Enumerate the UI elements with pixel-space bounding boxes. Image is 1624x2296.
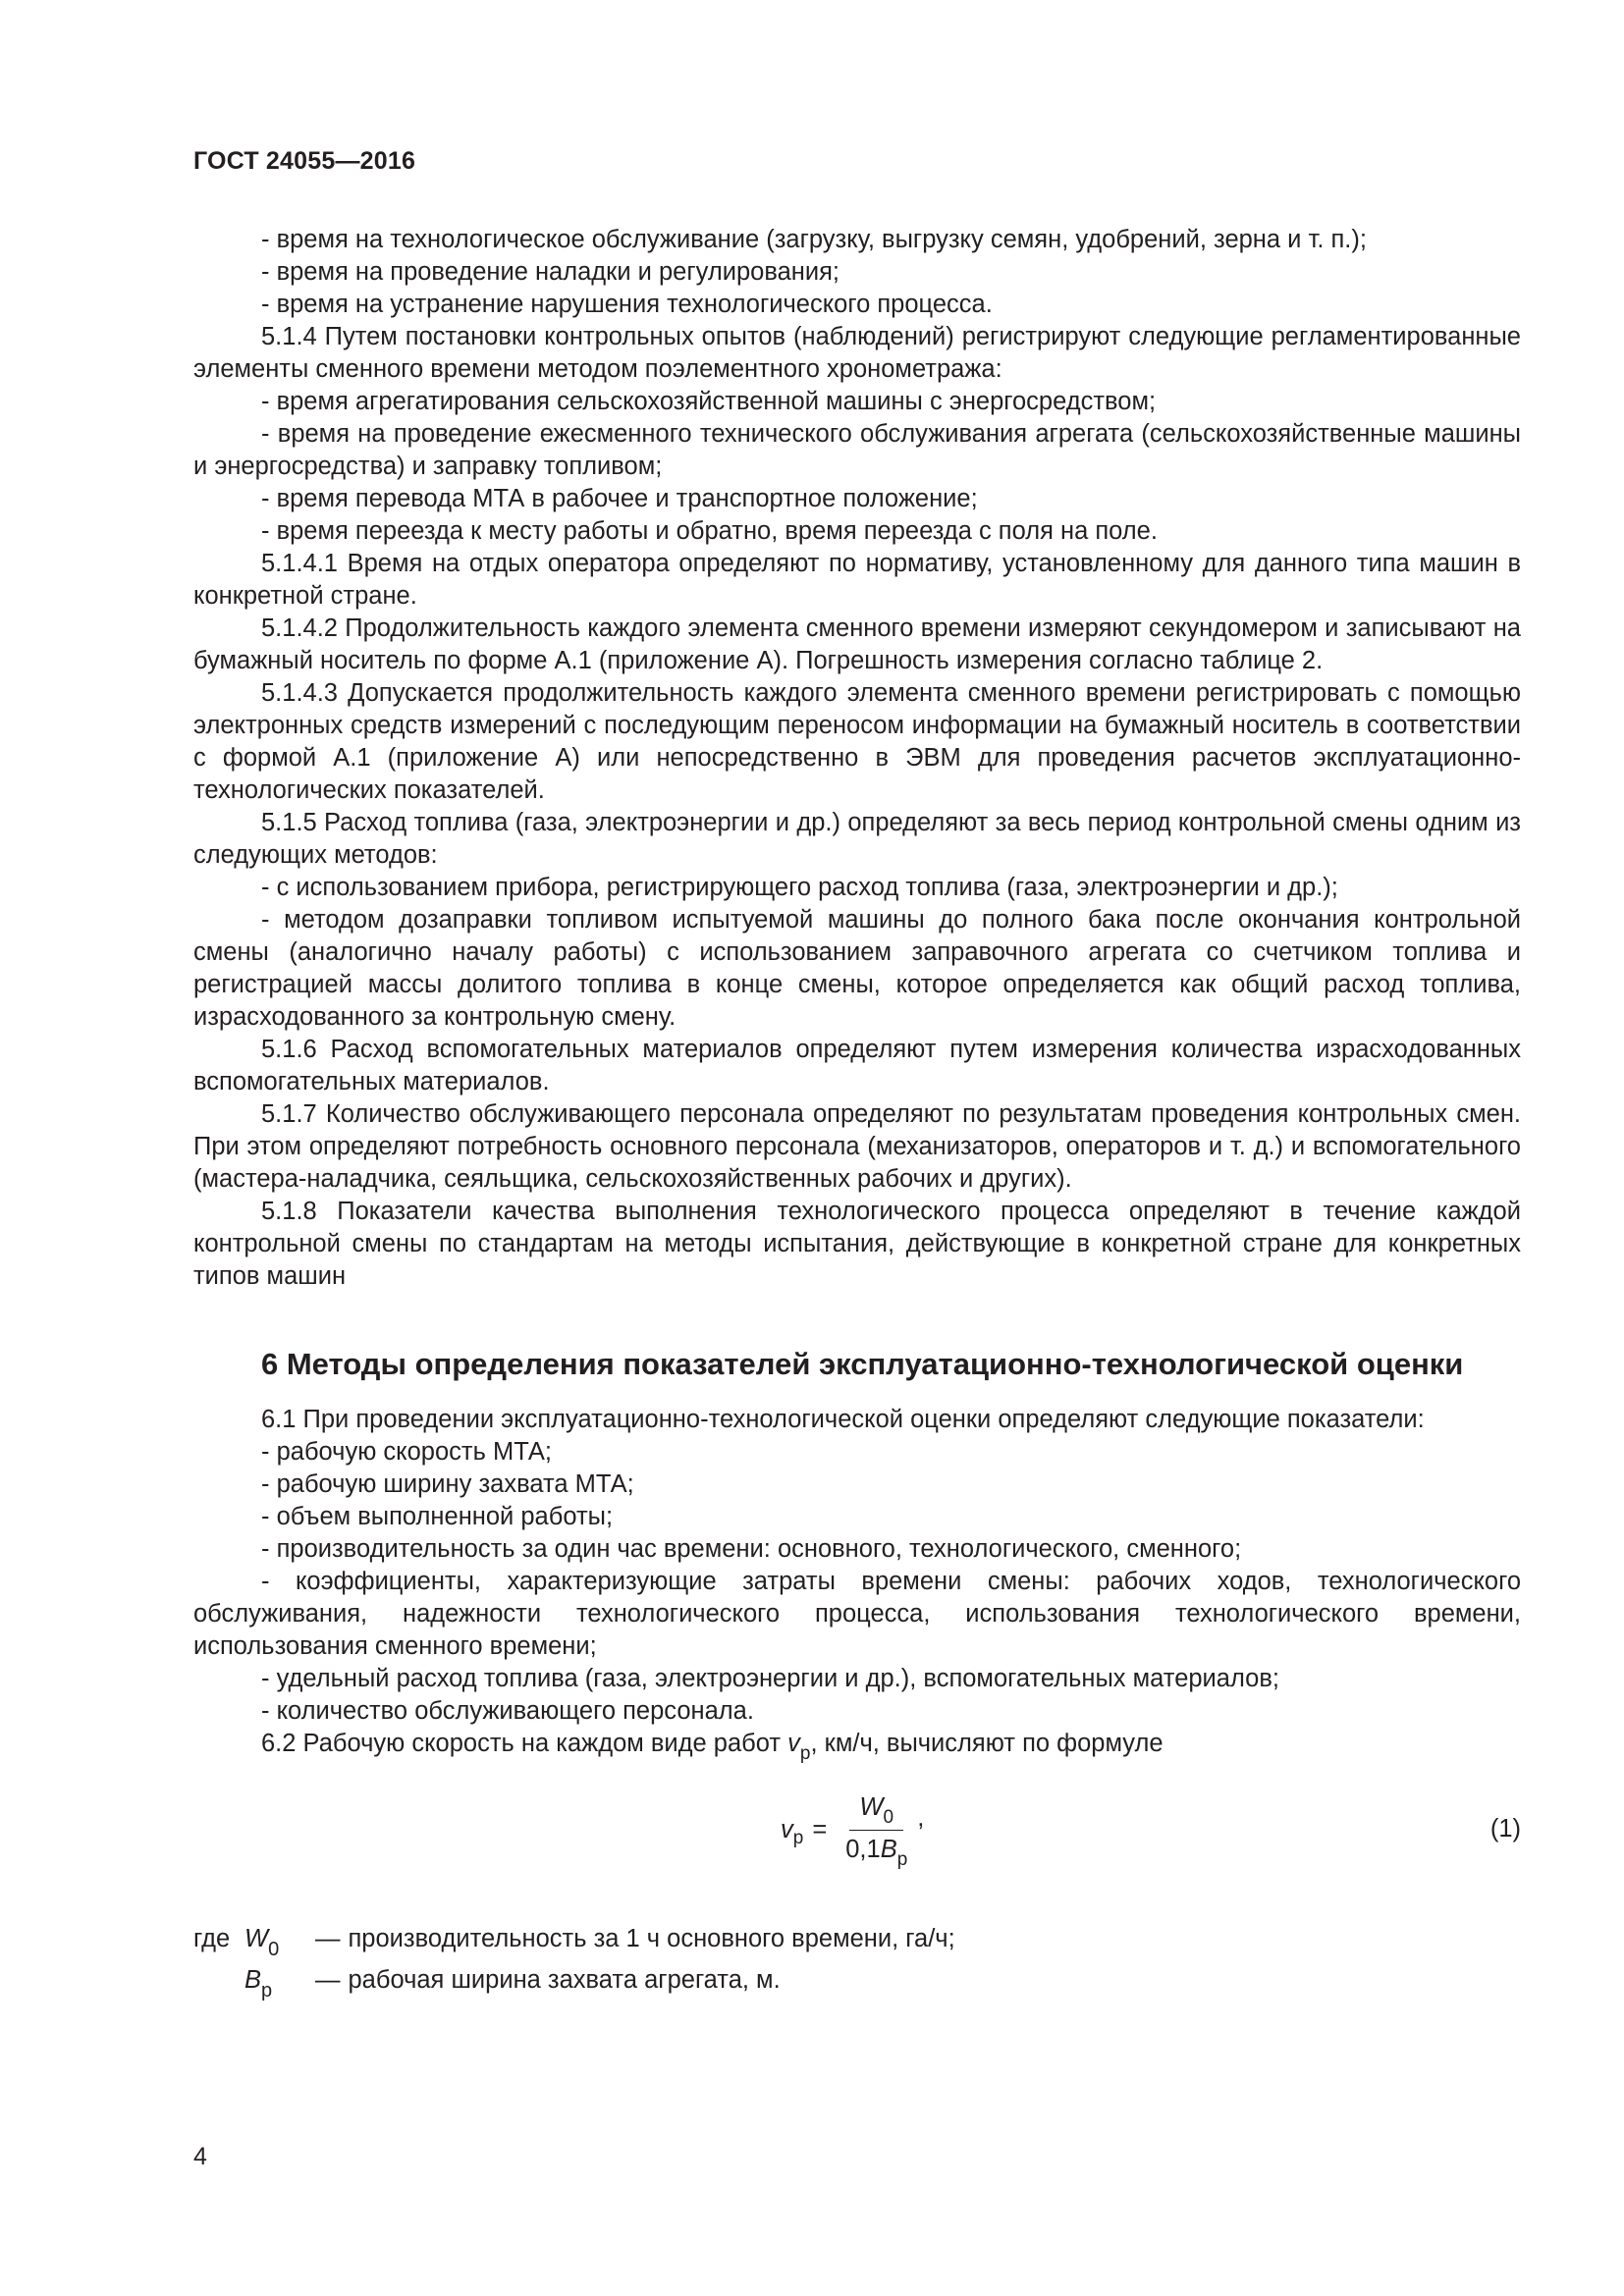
- formula-lhs-var: v: [781, 1815, 793, 1843]
- paragraph: 5.1.4.1 Время на отдых оператора определяют по нормативу, установленному для данного типа машин в конкретной стране.: [193, 550, 1521, 610]
- numerator-var: W: [859, 1793, 884, 1821]
- page-number: 4: [193, 2143, 207, 2170]
- paragraph: - производительность за один час времени: основного, технологического, сменного;: [261, 1535, 1242, 1563]
- definition-term: [244, 1964, 315, 2002]
- formula-intro-paragraph: [193, 1728, 1521, 1762]
- paragraph: 5.1.5 Расход топлива (газа, электроэнергии и др.) определяют за весь период контрольной смены одним из следующих методов:: [193, 809, 1521, 869]
- definition-row: [193, 1964, 1521, 2005]
- formula-intro-text: 6.2 Рабочую скорость на каждом виде работ: [261, 1730, 788, 1757]
- formula-intro-var: v: [787, 1730, 800, 1757]
- paragraph: - количество обслуживающего персонала.: [261, 1697, 754, 1725]
- paragraph: - коэффициенты, характеризующие затраты времени смены: рабочих ходов, технологического обслуживания, надежности технологического процесса, использования технологического времени, использования сменного времени;: [193, 1568, 1521, 1660]
- section-6-paragraphs: [193, 1404, 1521, 1728]
- definition-sub: 0: [268, 1939, 280, 1960]
- definition-sub: р: [261, 1980, 273, 2002]
- section-6-title: 6 Методы определения показателей эксплуатационно-технологической оценки: [261, 1347, 1464, 1381]
- denominator-var: B: [880, 1836, 897, 1863]
- paragraph: - время на устранение нарушения технологического процесса.: [261, 291, 993, 318]
- definition-text: рабочая ширина захвата агрегата, м.: [348, 1966, 781, 1994]
- document-body: [193, 224, 1521, 2005]
- paragraph: 5.1.6 Расход вспомогательных материалов определяют путем измерения количества израсходованных вспомогательных материалов.: [193, 1036, 1521, 1095]
- paragraph: 5.1.7 Количество обслуживающего персонала определяют по результатам проведения контрольных смен. При этом определяют потребность основного персонала (механизаторов, операторов и т. д.) и вспомогательного (мастера-наладчика, сеяльщика, сельскохозяйственных рабочих и других).: [193, 1100, 1521, 1193]
- variable-definitions: [193, 1923, 1521, 2005]
- formula-denominator: [836, 1831, 917, 1868]
- standard-code-header: ГОСТ 24055—2016: [193, 147, 416, 175]
- definition-text: производительность за 1 ч основного времени, га/ч;: [348, 1925, 955, 1952]
- paragraph: 6.1 При проведении эксплуатационно-технологической оценки определяют следующие показатели:: [261, 1406, 1425, 1433]
- formula-expression: [781, 1781, 924, 1879]
- paragraph: 5.1.4 Путем постановки контрольных опытов (наблюдений) регистрируют следующие регламентированные элементы сменного времени методом поэлементного хронометража:: [193, 323, 1521, 383]
- formula-equals: =: [812, 1815, 828, 1843]
- formula-comma: ,: [917, 1803, 925, 1832]
- denominator-sub: р: [896, 1849, 908, 1870]
- formula-lhs-sub: р: [792, 1827, 804, 1848]
- paragraph: 5.1.4.2 Продолжительность каждого элемента сменного времени измеряют секундомером и записывают на бумажный носитель по форме А.1 (приложение А). Погрешность измерения согласно таблице 2.: [193, 614, 1521, 674]
- paragraph: 5.1.4.3 Допускается продолжительность каждого элемента сменного времени регистрировать с помощью электронных средств измерений с последующим переносом информации на бумажный носитель в соответствии с формой А.1 (приложение А) или непосредственно в ЭВМ для проведения расчетов эксплуатационно-технологических показателей.: [193, 679, 1521, 804]
- definition-dash: —: [315, 1966, 341, 1994]
- paragraph: - время на проведение ежесменного технического обслуживания агрегата (сельскохозяйственные машины и энергосредства) и заправку топливом;: [193, 420, 1521, 480]
- paragraph: - время переезда к месту работы и обратно, время переезда с поля на поле.: [261, 517, 1158, 545]
- where-label: где: [193, 1925, 231, 1952]
- definition-term: [244, 1923, 315, 1960]
- paragraphs-before-section: [193, 224, 1521, 1293]
- numerator-sub: 0: [883, 1807, 894, 1828]
- formula-number: (1): [1489, 1815, 1521, 1842]
- paragraph: - время на проведение наладки и регулирования;: [261, 258, 839, 286]
- formula-intro-tail: , км/ч, вычисляют по формуле: [810, 1730, 1164, 1757]
- paragraph: - время агрегатирования сельскохозяйственной машины с энергосредством;: [261, 388, 1157, 415]
- formula-intro-sub: р: [799, 1743, 811, 1764]
- paragraph: - удельный расход топлива (газа, электроэнергии и др.), вспомогательных материалов;: [261, 1665, 1279, 1692]
- definition-dash: —: [315, 1925, 341, 1952]
- formula-fraction: [836, 1791, 917, 1868]
- paragraph: - время перевода МТА в рабочее и транспортное положение;: [261, 485, 978, 512]
- paragraph: - методом дозаправки топливом испытуемой машины до полного бака после окончания контрольной смены (аналогично началу работы) с использованием заправочного агрегата со счетчиком топлива и регистрацией массы долитого топлива в конце смены, которое определяется как общий расход топлива, израсходованного за контрольную смену.: [193, 906, 1521, 1031]
- formula-1: [193, 1781, 1521, 1879]
- formula-numerator: [849, 1791, 903, 1831]
- definition-var: W: [244, 1925, 269, 1952]
- definition-row: [193, 1923, 1521, 1964]
- denominator-prefix: 0,1: [845, 1836, 881, 1863]
- paragraph: - время на технологическое обслуживание (загрузку, выгрузку семян, удобрений, зерна и т. п.);: [261, 226, 1367, 253]
- definition-var: B: [244, 1966, 262, 1994]
- paragraph: - с использованием прибора, регистрирующего расход топлива (газа, электроэнергии и др.);: [261, 874, 1338, 901]
- paragraph: - объем выполненной работы;: [261, 1503, 614, 1530]
- paragraph: - рабочую скорость МТА;: [261, 1438, 553, 1466]
- paragraph: - рабочую ширину захвата МТА;: [261, 1470, 634, 1498]
- paragraph: 5.1.8 Показатели качества выполнения технологического процесса определяют в течение каждой контрольной смены по стандартам на методы испытания, действующие в конкретной стране для конкретных типов машин: [193, 1198, 1521, 1290]
